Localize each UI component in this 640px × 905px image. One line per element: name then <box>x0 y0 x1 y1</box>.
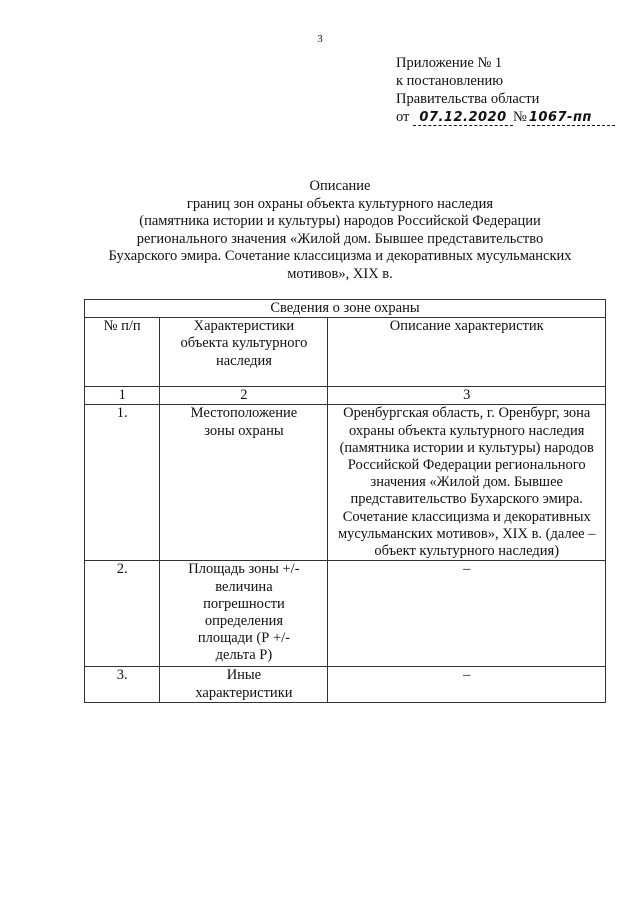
document-title <box>60 178 620 284</box>
row-number: 1. <box>85 405 160 561</box>
column-number: 2 <box>160 387 328 405</box>
title-line: границ зон охраны объекта культурного наследия <box>186 195 494 212</box>
table-row <box>85 561 606 667</box>
header-characteristics: Характеристики объекта культурного наследия <box>160 318 328 387</box>
date-prefix: от <box>396 109 410 125</box>
appendix-date-line <box>396 108 615 126</box>
column-number-row <box>85 387 606 405</box>
header-description: Описание характеристик <box>328 318 606 387</box>
row-characteristic: Площадь зоны +/- величина погрешности определения площади (Р +/- дельта Р) <box>160 561 328 667</box>
row-description: – <box>328 561 606 667</box>
header-number: № п/п <box>85 318 160 387</box>
appendix-title: Приложение № 1 <box>396 55 503 71</box>
title-line: Бухарского эмира. Сочетание классицизма и декоративных мусульманских <box>108 248 572 265</box>
protection-zone-table <box>84 299 606 703</box>
table-header-row <box>85 318 606 387</box>
table-caption: Сведения о зоне охраны <box>85 300 606 318</box>
title-line: мотивов», XIX в. <box>287 265 393 282</box>
appendix-resolution: к постановлению <box>396 73 504 89</box>
row-characteristic: Иные характеристики <box>160 667 328 702</box>
row-description: – <box>328 667 606 702</box>
title-heading: Описание <box>309 178 371 194</box>
title-line: (памятника истории и культуры) народов Российской Федерации <box>139 213 541 230</box>
table-caption-row <box>85 300 606 318</box>
column-number: 1 <box>85 387 160 405</box>
table-row <box>85 405 606 561</box>
appendix-block <box>396 54 615 126</box>
row-characteristic: Местоположение зоны охраны <box>160 405 328 561</box>
page-number: 3 <box>317 33 323 45</box>
row-number: 2. <box>85 561 160 667</box>
number-sign: № <box>513 109 527 125</box>
row-description: Оренбургская область, г. Оренбург, зона охраны объекта культурного наследия (памятника истории и культуры) народов Российской Федерации регионального значения «Жилой дом. Бывшее представительство Бухарского эмира. Сочетание классицизма и декоративных мусульманских мотивов», XIX в. (далее – объект культурного наследия) <box>328 405 606 561</box>
handwritten-number: 1067-пп <box>527 110 615 126</box>
handwritten-date: 07.12.2020 <box>413 110 513 126</box>
title-line: регионального значения «Жилой дом. Бывшее представительство <box>136 230 544 247</box>
appendix-government: Правительства области <box>396 91 540 107</box>
column-number: 3 <box>328 387 606 405</box>
table-row <box>85 667 606 702</box>
row-number: 3. <box>85 667 160 702</box>
